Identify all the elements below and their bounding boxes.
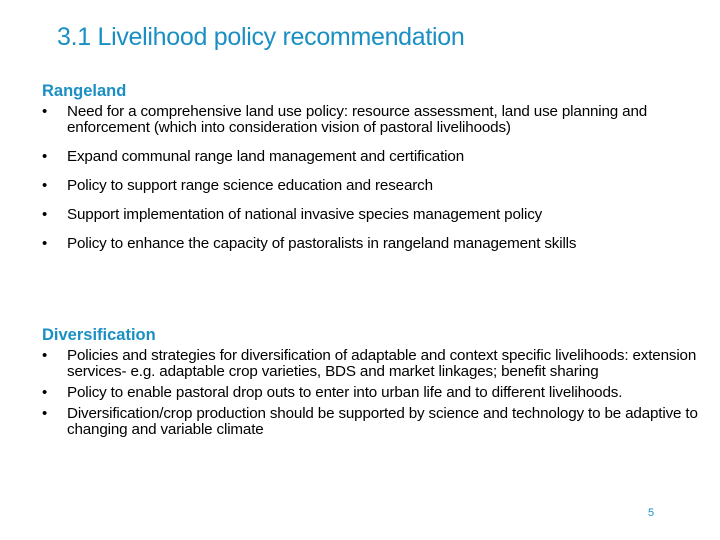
diversification-bullet-list (42, 348, 702, 438)
bullet-icon: • (42, 148, 48, 165)
bullet-text: Policy to support range science education and research (67, 177, 433, 194)
list-item (42, 236, 702, 252)
list-item (42, 149, 702, 165)
bullet-icon: • (42, 206, 48, 223)
slide-title: 3.1 Livelihood policy recommendation (57, 23, 465, 51)
list-item (42, 104, 702, 136)
list-item (42, 385, 702, 401)
page-number: 5 (648, 507, 655, 519)
diversification-section (42, 324, 702, 443)
rangeland-section (42, 80, 702, 265)
list-item (42, 178, 702, 194)
bullet-text: Need for a comprehensive land use policy: resource assessment, land use planning and enforcement (which into consideration vision of pastoral livelihoods) (67, 103, 648, 136)
bullet-icon: • (42, 177, 48, 194)
rangeland-heading: Rangeland (42, 82, 127, 100)
bullet-text: Support implementation of national invasive species management policy (67, 206, 543, 223)
bullet-icon: • (42, 384, 48, 401)
bullet-text: Diversification/crop production should be supported by science and technology to be adaptive to changing and variable climate (67, 405, 698, 438)
diversification-heading: Diversification (42, 326, 156, 344)
list-item (42, 207, 702, 223)
bullet-text: Expand communal range land management and certification (67, 148, 464, 165)
bullet-text: Policy to enhance the capacity of pastoralists in rangeland management skills (67, 235, 577, 252)
bullet-icon: • (42, 347, 48, 364)
bullet-text: Policies and strategies for diversification of adaptable and context specific livelihoods: extension services- e.g. adaptable crop varieties, BDS and market linkages; benefit sharing (67, 347, 697, 380)
rangeland-bullet-list (42, 104, 702, 252)
bullet-icon: • (42, 405, 48, 422)
list-item (42, 406, 702, 438)
bullet-icon: • (42, 103, 48, 120)
list-item (42, 348, 702, 380)
bullet-icon: • (42, 235, 48, 252)
bullet-text: Policy to enable pastoral drop outs to enter into urban life and to different livelihoods. (67, 384, 623, 401)
